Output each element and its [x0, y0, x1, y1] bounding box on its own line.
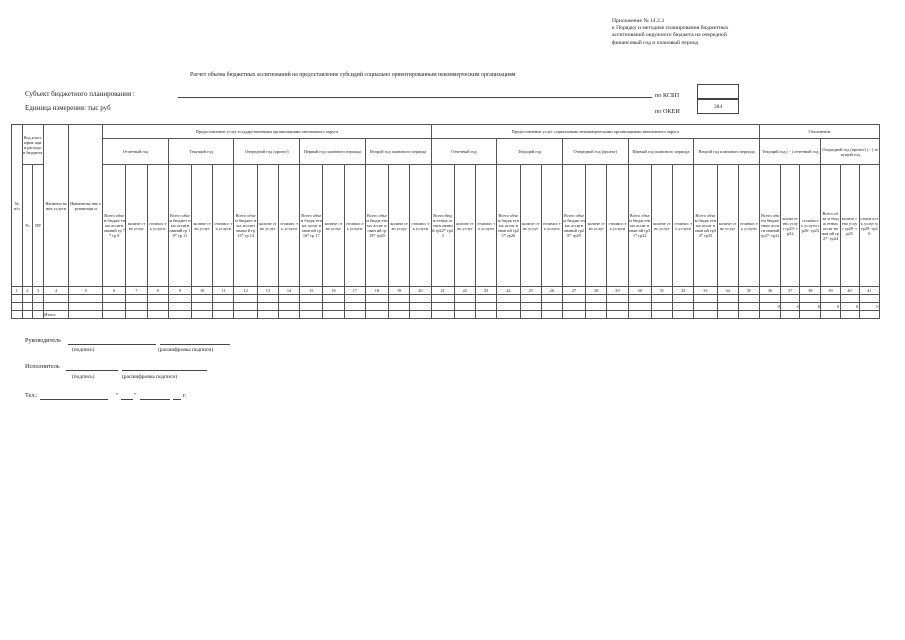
total-col: Всего объем бюдже тных ассигн ований гр 7* гр 8	[103, 165, 126, 287]
document-title: Расчет объема бюджетных ассигнований на предоставление субсидий социально ориентированным некоммерческим организациям	[190, 72, 516, 78]
unit-label: Единица измерения: тыс руб	[25, 104, 111, 112]
date-quote-close: "	[134, 392, 137, 399]
column-number: 30	[628, 287, 651, 295]
table-cell[interactable]	[410, 303, 431, 311]
table-cell[interactable]	[103, 303, 126, 311]
column-number: 40	[840, 287, 859, 295]
qty-col: количе ство услуг	[257, 165, 278, 287]
table-cell[interactable]	[126, 303, 147, 311]
total-cell	[520, 311, 541, 319]
total-col: Всего объем бюджет ных ассигн ований гр 10* гр 11	[168, 165, 191, 287]
table-cell[interactable]	[562, 295, 585, 303]
budget-table	[11, 124, 880, 319]
column-number: 35	[738, 287, 759, 295]
period-first: Первый год планового периода	[300, 139, 366, 165]
column-number: 16	[323, 287, 344, 295]
table-cell[interactable]	[168, 303, 191, 311]
header-service: Наимено вание услуги	[43, 125, 68, 287]
table-cell[interactable]	[694, 295, 717, 303]
appendix-line: финансовый год и плановый период	[612, 39, 699, 46]
total-col: Всего объем бюдже тных ассигн ований гр28* гр29	[562, 165, 585, 287]
decode-caption: (расшифровка подписи)	[158, 347, 214, 353]
table-cell[interactable]	[33, 295, 44, 303]
group-deviation: Отклонение	[760, 125, 880, 139]
sign-caption: (подпись)	[72, 374, 95, 380]
total-cell	[562, 311, 585, 319]
group-state: Предоставление услуг государственными организациями автономного округа	[103, 125, 431, 139]
table-cell[interactable]	[192, 295, 213, 303]
table-cell[interactable]	[476, 303, 497, 311]
table-cell[interactable]	[278, 295, 299, 303]
table-cell[interactable]	[628, 295, 651, 303]
column-number: 19	[389, 287, 410, 295]
column-number: 7	[126, 287, 147, 295]
column-number: 28	[586, 287, 607, 295]
total-cell	[821, 311, 840, 319]
total-cell	[103, 311, 126, 319]
qty-col: количе ство услуг	[323, 165, 344, 287]
qty-col: количе ство услуг	[389, 165, 410, 287]
total-cell	[628, 311, 651, 319]
date-year-field[interactable]	[173, 392, 181, 400]
table-cell[interactable]: 0	[760, 303, 781, 311]
tel-label: Тел.:	[25, 392, 38, 399]
table-cell[interactable]	[821, 295, 840, 303]
table-cell[interactable]	[323, 295, 344, 303]
date-month-field[interactable]	[140, 392, 170, 400]
cost-col: стоимос ть услуги	[673, 165, 694, 287]
table-cell[interactable]	[651, 295, 672, 303]
total-col: Всего объе м бюдж етных ассиг нован ий гр 16* гр 17	[300, 165, 323, 287]
total-cell	[541, 311, 562, 319]
total-col: Всего объем бюдж етных ассиг нован ий гр34* гр35	[694, 165, 717, 287]
table-cell[interactable]	[520, 295, 541, 303]
column-number: 10	[192, 287, 213, 295]
total-cell	[147, 311, 168, 319]
total-cell	[607, 311, 628, 319]
total-cell	[738, 311, 759, 319]
period-current: Текущий год	[497, 139, 563, 165]
total-cell	[69, 311, 103, 319]
table-cell[interactable]	[738, 295, 759, 303]
column-number: 38	[800, 287, 821, 295]
total-cell	[365, 311, 388, 319]
total-cell	[257, 311, 278, 319]
table-cell[interactable]	[497, 295, 520, 303]
table-cell[interactable]	[607, 303, 628, 311]
table-cell[interactable]	[234, 303, 257, 311]
qty-col: количе ство услуг	[126, 165, 147, 287]
column-number: 1	[12, 287, 23, 295]
table-cell[interactable]	[454, 303, 475, 311]
table-cell[interactable]	[69, 295, 103, 303]
table-cell[interactable]	[431, 295, 454, 303]
total-col: Всего объем бюджет ных ассигн овани й гр 13* гр 14	[234, 165, 257, 287]
table-cell[interactable]	[344, 303, 365, 311]
table-cell[interactable]	[234, 295, 257, 303]
okei-value: 384	[713, 104, 723, 110]
total-cell	[213, 311, 234, 319]
total-cell	[651, 311, 672, 319]
cost-col: стоимос ть услуги	[607, 165, 628, 287]
column-number: 37	[781, 287, 800, 295]
total-cell	[389, 311, 410, 319]
table-cell[interactable]	[43, 295, 68, 303]
table-cell[interactable]	[278, 303, 299, 311]
table-cell[interactable]	[389, 303, 410, 311]
appendix-label: Приложение №	[612, 18, 649, 24]
column-number: 2	[22, 287, 33, 295]
table-cell[interactable]: 0	[821, 303, 840, 311]
total-cell	[168, 311, 191, 319]
period-first: Первый год планового периода	[628, 139, 694, 165]
table-cell[interactable]	[760, 295, 781, 303]
table-cell[interactable]	[22, 295, 33, 303]
total-cell	[497, 311, 520, 319]
total-cell	[454, 311, 475, 319]
total-cell	[234, 311, 257, 319]
total-cell	[476, 311, 497, 319]
column-number: 15	[300, 287, 323, 295]
table-cell[interactable]	[738, 303, 759, 311]
deviation-col: колич ество услуг гр25- гр22	[781, 165, 800, 287]
column-number: 25	[520, 287, 541, 295]
table-cell[interactable]	[33, 303, 44, 311]
header-num: № п/п	[12, 125, 23, 287]
total-cell	[431, 311, 454, 319]
table-cell[interactable]	[147, 295, 168, 303]
cost-col: стоимос ть услуги	[410, 165, 431, 287]
table-cell[interactable]	[497, 303, 520, 311]
table-cell[interactable]	[365, 295, 388, 303]
table-cell[interactable]	[476, 295, 497, 303]
column-number: 9	[168, 287, 191, 295]
total-cell	[781, 311, 800, 319]
header-org: Наименова ние организаци и	[69, 125, 103, 287]
table-cell[interactable]	[257, 295, 278, 303]
deviation-col: стоим ость услуг и гр29- гр26	[859, 165, 879, 287]
deviation-col: количе ство услуг гр28- гр25	[840, 165, 859, 287]
table-cell[interactable]	[586, 303, 607, 311]
column-number: 12	[234, 287, 257, 295]
column-number: 41	[859, 287, 879, 295]
table-cell[interactable]	[673, 303, 694, 311]
head-label: Руководитель	[25, 337, 61, 344]
table-cell[interactable]	[147, 303, 168, 311]
table-cell[interactable]	[257, 303, 278, 311]
table-cell[interactable]	[389, 295, 410, 303]
period-next: Очередной год (проект)	[562, 139, 628, 165]
deviation-1: Текущий год ( - ) отчетный год	[760, 139, 821, 165]
year-suffix: г.	[183, 392, 187, 399]
column-number: 22	[454, 287, 475, 295]
table-cell[interactable]	[628, 303, 651, 311]
table-cell[interactable]: 0	[840, 303, 859, 311]
total-cell	[586, 311, 607, 319]
table-cell[interactable]	[562, 303, 585, 311]
qty-col: количе ство услуг	[717, 165, 738, 287]
table-cell[interactable]	[22, 303, 33, 311]
head-decode-field[interactable]	[160, 337, 230, 345]
column-number: 3	[33, 287, 44, 295]
table-cell[interactable]	[431, 303, 454, 311]
table-cell[interactable]	[300, 303, 323, 311]
cost-col: стоимос ть услуги	[541, 165, 562, 287]
total-col: Всего объем бюдж етных ассиг нован ий гр 19* гр20	[365, 165, 388, 287]
appendix-line: к Порядку и методике планирования бюджетных	[612, 25, 729, 32]
appendix-block	[612, 18, 812, 47]
okei-box[interactable]	[697, 99, 739, 114]
table-cell[interactable]	[300, 295, 323, 303]
column-number: 4	[43, 287, 68, 295]
column-number: 5	[69, 287, 103, 295]
table-cell[interactable]	[717, 295, 738, 303]
deviation-col: Всего объе м бюдж етных ассиг нован ий гр27- гр24	[821, 165, 840, 287]
table-cell[interactable]	[323, 303, 344, 311]
table-cell[interactable]	[840, 295, 859, 303]
deviation-col: стоимост ь услуги гр26- гр23	[800, 165, 821, 287]
column-number: 23	[476, 287, 497, 295]
okei-label: по ОКЕИ	[655, 108, 680, 115]
table-cell[interactable]	[410, 295, 431, 303]
column-number: 29	[607, 287, 628, 295]
head-sign-field[interactable]	[68, 337, 156, 345]
column-number: 24	[497, 287, 520, 295]
column-number: 27	[562, 287, 585, 295]
total-row	[12, 311, 880, 319]
column-number: 20	[410, 287, 431, 295]
column-number: 6	[103, 287, 126, 295]
executor-label: Исполнитель	[25, 363, 60, 370]
table-cell[interactable]	[12, 303, 23, 311]
group-nko: Предоставление услуг социальными некоммерческими организациями автономного округа	[431, 125, 760, 139]
total-cell	[859, 311, 879, 319]
cost-col: стоимос ть услуги	[147, 165, 168, 287]
table-cell[interactable]	[12, 295, 23, 303]
executor-decode-field[interactable]	[122, 363, 207, 371]
tel-field[interactable]	[40, 392, 108, 400]
column-number: 21	[431, 287, 454, 295]
total-cell	[278, 311, 299, 319]
total-col: Всего объем бюдж етных ассиг нован ий гр31* гр32	[628, 165, 651, 287]
table-cell[interactable]	[520, 303, 541, 311]
period-report: Отчетный год	[103, 139, 169, 165]
subject-field[interactable]	[178, 97, 652, 98]
column-number: 26	[541, 287, 562, 295]
column-number: 17	[344, 287, 365, 295]
table-cell[interactable]	[213, 303, 234, 311]
table-cell[interactable]	[717, 303, 738, 311]
cost-col: стоимос ть услуги	[278, 165, 299, 287]
column-number: 34	[717, 287, 738, 295]
table-cell[interactable]	[192, 303, 213, 311]
table-cell[interactable]	[69, 303, 103, 311]
total-cell	[33, 311, 44, 319]
total-cell	[717, 311, 738, 319]
appendix-number: 14.2.3	[650, 18, 664, 24]
table-cell[interactable]: 0	[800, 303, 821, 311]
table-cell[interactable]	[694, 303, 717, 311]
period-report: Отчетный год	[431, 139, 497, 165]
qty-col: количе ство услуг	[192, 165, 213, 287]
column-number: 31	[651, 287, 672, 295]
column-number: 8	[147, 287, 168, 295]
table-cell[interactable]	[541, 295, 562, 303]
ksbp-label: по КСБП	[655, 92, 680, 99]
qty-col: количе ство услуг	[520, 165, 541, 287]
total-cell	[126, 311, 147, 319]
table-cell[interactable]: 0	[859, 303, 879, 311]
column-number: 36	[760, 287, 781, 295]
header-code: Код классифик ации расходов бюджета	[22, 125, 43, 165]
total-col: Всего объем бюдж етных ассиг нован ий гр25* гр26	[497, 165, 520, 287]
total-cell	[800, 311, 821, 319]
total-cell	[410, 311, 431, 319]
table-cell[interactable]	[781, 295, 800, 303]
deviation-2: Очередной год (проект) ( - ) текущий год	[821, 139, 880, 165]
ksbp-box[interactable]	[697, 84, 739, 99]
column-number: 13	[257, 287, 278, 295]
table-row[interactable]	[12, 295, 880, 303]
total-cell	[192, 311, 213, 319]
cost-col: стоимос ть услуги	[213, 165, 234, 287]
date-quote-open: "	[116, 392, 119, 399]
column-number: 11	[213, 287, 234, 295]
table-cell[interactable]	[607, 295, 628, 303]
table-cell[interactable]	[126, 295, 147, 303]
table-cell[interactable]	[168, 295, 191, 303]
table-cell[interactable]	[43, 303, 68, 311]
column-number: 32	[673, 287, 694, 295]
qty-col: количе ство услуг	[454, 165, 475, 287]
total-cell	[673, 311, 694, 319]
table-row[interactable]	[12, 303, 880, 311]
cost-col: стоимос ть услуги	[344, 165, 365, 287]
table-cell[interactable]	[673, 295, 694, 303]
table-cell[interactable]	[365, 303, 388, 311]
total-cell	[694, 311, 717, 319]
cost-col: стоимос ть услуги	[738, 165, 759, 287]
decode-caption: (расшифровка подписи)	[122, 374, 178, 380]
date-day-field[interactable]	[121, 392, 133, 400]
total-label: Итого:	[43, 311, 68, 319]
total-col: Всего бюдж етных ассигн овани й гр22* гр23	[431, 165, 454, 287]
column-number: 14	[278, 287, 299, 295]
subject-label: Субъект бюджетного планирования :	[25, 90, 135, 98]
total-cell	[344, 311, 365, 319]
table-cell[interactable]: 0	[781, 303, 800, 311]
total-cell	[760, 311, 781, 319]
deviation-col: Всего объем бюдже тных ассигн ований гр27- гр21	[760, 165, 781, 287]
header-pr: ПР	[33, 165, 44, 287]
table-cell[interactable]	[454, 295, 475, 303]
period-second: Второй год планового периода	[365, 139, 431, 165]
column-number: 39	[821, 287, 840, 295]
table-cell[interactable]	[103, 295, 126, 303]
table-cell[interactable]	[800, 295, 821, 303]
appendix-line: ассигнований окружного бюджета на очередной	[612, 32, 727, 39]
sign-caption: (подпись)	[72, 347, 95, 353]
column-number: 33	[694, 287, 717, 295]
qty-col: количе ство услуг	[586, 165, 607, 287]
qty-col: количе ство услуг	[651, 165, 672, 287]
table-cell[interactable]	[344, 295, 365, 303]
period-current: Текущий год	[168, 139, 234, 165]
total-cell	[22, 311, 33, 319]
total-cell	[12, 311, 23, 319]
table-cell[interactable]	[586, 295, 607, 303]
table-cell[interactable]	[859, 295, 879, 303]
total-cell	[300, 311, 323, 319]
column-numbers-row	[12, 287, 880, 295]
total-cell	[323, 311, 344, 319]
table-cell[interactable]	[213, 295, 234, 303]
total-cell	[840, 311, 859, 319]
cost-col: стоимос ть услуги	[476, 165, 497, 287]
table-cell[interactable]	[541, 303, 562, 311]
column-number: 18	[365, 287, 388, 295]
table-cell[interactable]	[651, 303, 672, 311]
header-rz: Рз	[22, 165, 33, 287]
period-second: Второй год планового периода	[694, 139, 760, 165]
executor-sign-field[interactable]	[66, 363, 118, 371]
period-next: Очередной год (проект)	[234, 139, 300, 165]
